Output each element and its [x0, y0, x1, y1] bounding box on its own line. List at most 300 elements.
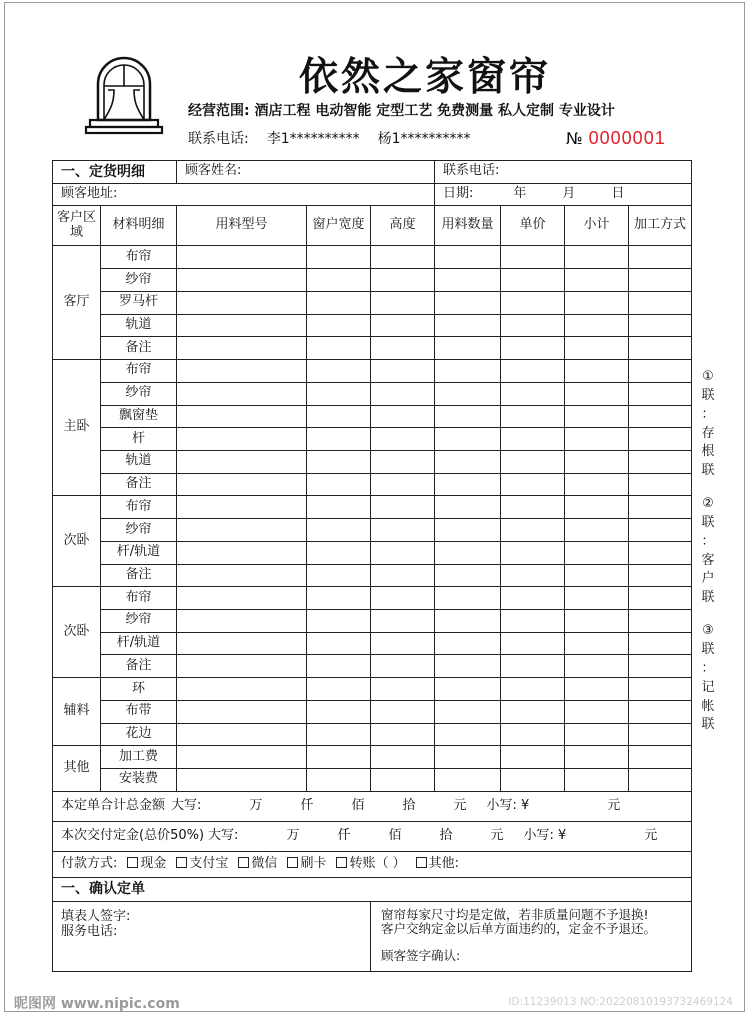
- shop-title: 依然之家窗帘: [298, 54, 551, 100]
- deposit-row: [53, 821, 692, 851]
- column-header: 客户区域: [53, 206, 101, 246]
- entry-cell[interactable]: [177, 519, 307, 542]
- entry-cell[interactable]: [565, 496, 629, 519]
- entry-cell[interactable]: [177, 269, 307, 292]
- entry-cell[interactable]: [501, 632, 565, 655]
- entry-cell[interactable]: [371, 541, 435, 564]
- payment-cell: [53, 851, 692, 877]
- entry-cell[interactable]: [501, 337, 565, 360]
- entry-cell[interactable]: [307, 246, 371, 269]
- entry-cell[interactable]: [307, 314, 371, 337]
- entry-cell[interactable]: [565, 246, 629, 269]
- entry-cell[interactable]: [177, 382, 307, 405]
- material-cell: 布带: [101, 700, 177, 723]
- entry-cell[interactable]: [501, 496, 565, 519]
- entry-cell[interactable]: [501, 246, 565, 269]
- material-cell: 布帘: [101, 496, 177, 519]
- entry-cell[interactable]: [307, 655, 371, 678]
- amount-text: 万: [249, 797, 263, 813]
- entry-cell[interactable]: [565, 564, 629, 587]
- table-row: [53, 314, 692, 337]
- entry-cell[interactable]: [501, 269, 565, 292]
- material-cell: 杆: [101, 428, 177, 451]
- entry-cell[interactable]: [177, 337, 307, 360]
- entry-cell[interactable]: [307, 723, 371, 746]
- entry-cell[interactable]: [565, 519, 629, 542]
- entry-cell[interactable]: [629, 360, 692, 383]
- entry-cell[interactable]: [371, 519, 435, 542]
- entry-cell[interactable]: [501, 519, 565, 542]
- entry-cell[interactable]: [307, 337, 371, 360]
- entry-cell[interactable]: [177, 450, 307, 473]
- amount-text: 仟: [337, 827, 351, 843]
- amount-text: 佰: [351, 797, 365, 813]
- entry-cell[interactable]: [177, 587, 307, 610]
- table-row: [53, 769, 692, 792]
- column-header: 用料数量: [435, 206, 501, 246]
- amount-text: 小写: ¥: [523, 827, 567, 843]
- table-row: [53, 519, 692, 542]
- window-logo-icon: [84, 50, 164, 138]
- amount-text: 元: [607, 797, 621, 813]
- entry-cell[interactable]: [307, 541, 371, 564]
- entry-cell[interactable]: [435, 678, 501, 701]
- column-header: 用料型号: [177, 206, 307, 246]
- customer-phone-label: 联系电话:: [443, 163, 500, 179]
- checkbox-icon[interactable]: [336, 857, 347, 868]
- staff-signature-cell[interactable]: [53, 901, 371, 971]
- material-cell: 轨道: [101, 314, 177, 337]
- entry-cell[interactable]: [501, 746, 565, 769]
- phone-li: 李1**********: [266, 131, 360, 147]
- entry-cell[interactable]: [565, 541, 629, 564]
- entry-cell[interactable]: [629, 496, 692, 519]
- entry-cell[interactable]: [501, 473, 565, 496]
- copy-label: ① 联 ： 存 根 联: [701, 369, 715, 479]
- material-cell: 杆/轨道: [101, 632, 177, 655]
- checkbox-icon[interactable]: [287, 857, 298, 868]
- entry-cell[interactable]: [307, 609, 371, 632]
- entry-cell[interactable]: [371, 314, 435, 337]
- entry-cell[interactable]: [177, 632, 307, 655]
- entry-cell[interactable]: [177, 723, 307, 746]
- entry-cell[interactable]: [307, 678, 371, 701]
- filler-sign-label: 填表人签字:: [61, 908, 131, 924]
- entry-cell[interactable]: [501, 609, 565, 632]
- payment-option-label: 转账（ ）: [349, 855, 406, 871]
- table-row: [53, 655, 692, 678]
- entry-cell[interactable]: [501, 564, 565, 587]
- entry-cell[interactable]: [629, 382, 692, 405]
- material-cell: 杆/轨道: [101, 541, 177, 564]
- material-cell: 安装费: [101, 769, 177, 792]
- entry-cell[interactable]: [307, 632, 371, 655]
- entry-cell[interactable]: [565, 700, 629, 723]
- entry-cell[interactable]: [629, 541, 692, 564]
- checkbox-icon[interactable]: [127, 857, 138, 868]
- payment-option-label: 微信: [251, 855, 278, 871]
- entry-cell[interactable]: [629, 609, 692, 632]
- payment-option[interactable]: [287, 857, 326, 872]
- entry-cell[interactable]: [629, 428, 692, 451]
- customer-address-field[interactable]: [53, 183, 435, 206]
- entry-cell[interactable]: [435, 519, 501, 542]
- table-row: [53, 291, 692, 314]
- payment-option[interactable]: [416, 857, 459, 872]
- table-row: [53, 632, 692, 655]
- total-amount-row-cell[interactable]: [53, 791, 692, 821]
- table-row: [53, 428, 692, 451]
- amount-text: 元: [644, 827, 658, 843]
- payment-option[interactable]: [127, 857, 166, 872]
- material-cell: 备注: [101, 473, 177, 496]
- entry-cell[interactable]: [629, 769, 692, 792]
- entry-cell[interactable]: [371, 428, 435, 451]
- entry-cell[interactable]: [371, 678, 435, 701]
- entry-cell[interactable]: [371, 291, 435, 314]
- entry-cell[interactable]: [307, 519, 371, 542]
- entry-cell[interactable]: [565, 723, 629, 746]
- entry-cell[interactable]: [371, 700, 435, 723]
- entry-cell[interactable]: [435, 291, 501, 314]
- table-row: [53, 723, 692, 746]
- serial-number: [566, 128, 666, 149]
- checkbox-icon[interactable]: [238, 857, 249, 868]
- material-cell: 罗马杆: [101, 291, 177, 314]
- entry-cell[interactable]: [371, 246, 435, 269]
- entry-cell[interactable]: [177, 655, 307, 678]
- entry-cell[interactable]: [629, 405, 692, 428]
- entry-cell[interactable]: [629, 655, 692, 678]
- entry-cell[interactable]: [565, 291, 629, 314]
- entry-cell[interactable]: [177, 496, 307, 519]
- entry-cell[interactable]: [501, 314, 565, 337]
- payment-option[interactable]: [336, 857, 405, 872]
- entry-cell[interactable]: [565, 269, 629, 292]
- entry-cell[interactable]: [371, 450, 435, 473]
- entry-cell[interactable]: [177, 360, 307, 383]
- entry-cell[interactable]: [307, 269, 371, 292]
- material-cell: 备注: [101, 655, 177, 678]
- entry-cell[interactable]: [435, 609, 501, 632]
- entry-cell[interactable]: [435, 428, 501, 451]
- entry-cell[interactable]: [307, 291, 371, 314]
- entry-cell[interactable]: [177, 746, 307, 769]
- material-cell: 花边: [101, 723, 177, 746]
- area-cell: 次卧: [53, 587, 101, 678]
- amount-text: 元: [490, 827, 504, 843]
- entry-cell[interactable]: [565, 337, 629, 360]
- amount-text: 大写:: [208, 827, 239, 843]
- entry-cell[interactable]: [565, 360, 629, 383]
- column-header: 单价: [501, 206, 565, 246]
- entry-cell[interactable]: [501, 382, 565, 405]
- entry-cell[interactable]: [565, 382, 629, 405]
- payment-row: [53, 851, 692, 877]
- entry-cell[interactable]: [371, 655, 435, 678]
- entry-cell[interactable]: [435, 769, 501, 792]
- table-row: [53, 587, 692, 610]
- watermark-id: ID:11239013 NO:20220810193732469124: [508, 996, 733, 1008]
- entry-cell[interactable]: [307, 405, 371, 428]
- entry-cell[interactable]: [629, 519, 692, 542]
- material-cell: 布帘: [101, 246, 177, 269]
- entry-cell[interactable]: [177, 246, 307, 269]
- entry-cell[interactable]: [565, 746, 629, 769]
- customer-sign-label: 顾客签字确认:: [381, 947, 461, 963]
- table-row: [53, 678, 692, 701]
- copy-labels: [699, 368, 717, 749]
- entry-cell[interactable]: [307, 473, 371, 496]
- table-row: [53, 360, 692, 383]
- contact-label: 联系电话:: [188, 131, 249, 147]
- material-cell: 环: [101, 678, 177, 701]
- entry-cell[interactable]: [371, 405, 435, 428]
- amount-text: 拾: [402, 797, 416, 813]
- material-cell: 纱帘: [101, 382, 177, 405]
- table-row: [53, 405, 692, 428]
- entry-cell[interactable]: [501, 587, 565, 610]
- entry-cell[interactable]: [435, 450, 501, 473]
- entry-cell[interactable]: [565, 678, 629, 701]
- material-cell: 备注: [101, 337, 177, 360]
- table-row: [53, 496, 692, 519]
- entry-cell[interactable]: [435, 314, 501, 337]
- entry-cell[interactable]: [307, 428, 371, 451]
- material-cell: 加工费: [101, 746, 177, 769]
- payment-option[interactable]: [238, 857, 277, 872]
- amount-text: 拾: [439, 827, 453, 843]
- entry-cell[interactable]: [177, 564, 307, 587]
- entry-cell[interactable]: [629, 473, 692, 496]
- material-cell: 备注: [101, 564, 177, 587]
- date-month: 月: [562, 186, 576, 202]
- entry-cell[interactable]: [177, 314, 307, 337]
- column-header-row: [53, 206, 692, 246]
- notice-cell[interactable]: [371, 901, 692, 971]
- entry-cell[interactable]: [371, 723, 435, 746]
- entry-cell[interactable]: [501, 678, 565, 701]
- entry-cell[interactable]: [501, 700, 565, 723]
- entry-cell[interactable]: [307, 450, 371, 473]
- payment-option-label: 其他:: [428, 855, 459, 871]
- table-row: [53, 246, 692, 269]
- checkbox-icon[interactable]: [416, 857, 427, 868]
- entry-cell[interactable]: [435, 700, 501, 723]
- column-header: 小计: [565, 206, 629, 246]
- entry-cell[interactable]: [565, 655, 629, 678]
- entry-cell[interactable]: [177, 609, 307, 632]
- area-cell: 次卧: [53, 496, 101, 587]
- entry-cell[interactable]: [435, 632, 501, 655]
- entry-cell[interactable]: [435, 564, 501, 587]
- entry-cell[interactable]: [371, 360, 435, 383]
- entry-cell[interactable]: [565, 450, 629, 473]
- entry-cell[interactable]: [307, 564, 371, 587]
- entry-cell[interactable]: [629, 564, 692, 587]
- customer-phone-field[interactable]: [435, 161, 692, 184]
- entry-cell[interactable]: [565, 314, 629, 337]
- entry-cell[interactable]: [177, 541, 307, 564]
- notice-line: 客户交纳定金以后单方面违约的，定金不予退还。: [381, 921, 657, 937]
- entry-cell[interactable]: [629, 314, 692, 337]
- total-amount-row: [53, 791, 692, 821]
- amount-text: 本定单合计总金额: [61, 797, 166, 813]
- copy-label: ③ 联 ： 记 帐 联: [701, 623, 715, 733]
- entry-cell[interactable]: [501, 428, 565, 451]
- entry-cell[interactable]: [435, 746, 501, 769]
- customer-name-field[interactable]: [177, 161, 435, 184]
- material-cell: 飘窗垫: [101, 405, 177, 428]
- column-header: 窗户宽度: [307, 206, 371, 246]
- entry-cell[interactable]: [629, 678, 692, 701]
- column-header: 高度: [371, 206, 435, 246]
- deposit-row-cell[interactable]: [53, 821, 692, 851]
- entry-cell[interactable]: [501, 769, 565, 792]
- amount-text: 小写: ¥: [486, 797, 530, 813]
- entry-cell[interactable]: [501, 405, 565, 428]
- entry-cell[interactable]: [565, 587, 629, 610]
- entry-cell[interactable]: [435, 655, 501, 678]
- table-row: [53, 609, 692, 632]
- copy-label: ② 联 ： 客 户 联: [701, 496, 715, 606]
- entry-cell[interactable]: [371, 382, 435, 405]
- confirm-section-title: 一、确认定单: [53, 877, 692, 901]
- material-cell: 纱帘: [101, 609, 177, 632]
- entry-cell[interactable]: [501, 291, 565, 314]
- entry-cell[interactable]: [371, 337, 435, 360]
- entry-cell[interactable]: [435, 382, 501, 405]
- table-row: [53, 700, 692, 723]
- entry-cell[interactable]: [501, 655, 565, 678]
- serial-value: 0000001: [588, 128, 666, 148]
- material-cell: 纱帘: [101, 269, 177, 292]
- table-row: [53, 450, 692, 473]
- entry-cell[interactable]: [371, 609, 435, 632]
- entry-cell[interactable]: [371, 496, 435, 519]
- entry-cell[interactable]: [307, 700, 371, 723]
- table-row: [53, 746, 692, 769]
- entry-cell[interactable]: [629, 723, 692, 746]
- entry-cell[interactable]: [371, 769, 435, 792]
- entry-cell[interactable]: [565, 769, 629, 792]
- payment-option-label: 刷卡: [300, 855, 327, 871]
- entry-cell[interactable]: [177, 428, 307, 451]
- amount-text: 佰: [388, 827, 402, 843]
- entry-cell[interactable]: [177, 291, 307, 314]
- entry-cell[interactable]: [177, 700, 307, 723]
- order-section-title: 一、定货明细: [53, 161, 177, 184]
- entry-cell[interactable]: [307, 769, 371, 792]
- entry-cell[interactable]: [371, 746, 435, 769]
- entry-cell[interactable]: [629, 269, 692, 292]
- checkbox-icon[interactable]: [176, 857, 187, 868]
- entry-cell[interactable]: [307, 746, 371, 769]
- order-form-table: [52, 160, 692, 972]
- entry-cell[interactable]: [629, 632, 692, 655]
- entry-cell[interactable]: [371, 564, 435, 587]
- entry-cell[interactable]: [371, 587, 435, 610]
- order-date-field[interactable]: [435, 183, 692, 206]
- entry-cell[interactable]: [565, 405, 629, 428]
- entry-cell[interactable]: [435, 496, 501, 519]
- entry-cell[interactable]: [501, 360, 565, 383]
- entry-cell[interactable]: [371, 269, 435, 292]
- entry-cell[interactable]: [629, 246, 692, 269]
- phone-yang: 杨1**********: [377, 131, 471, 147]
- signature-row: [53, 901, 692, 971]
- entry-cell[interactable]: [435, 541, 501, 564]
- area-cell: 辅料: [53, 678, 101, 746]
- entry-cell[interactable]: [435, 587, 501, 610]
- entry-cell[interactable]: [565, 473, 629, 496]
- entry-cell[interactable]: [435, 360, 501, 383]
- entry-cell[interactable]: [629, 337, 692, 360]
- entry-cell[interactable]: [435, 337, 501, 360]
- table-row: [53, 382, 692, 405]
- entry-cell[interactable]: [307, 382, 371, 405]
- entry-cell[interactable]: [307, 587, 371, 610]
- material-cell: 布帘: [101, 360, 177, 383]
- entry-cell[interactable]: [435, 723, 501, 746]
- customer-name-label: 顾客姓名:: [185, 163, 242, 179]
- date-day: 日: [611, 186, 625, 202]
- entry-cell[interactable]: [435, 405, 501, 428]
- entry-cell[interactable]: [307, 496, 371, 519]
- entry-cell[interactable]: [307, 360, 371, 383]
- entry-cell[interactable]: [501, 450, 565, 473]
- amount-text: 大写:: [171, 797, 202, 813]
- amount-text: 仟: [300, 797, 314, 813]
- confirm-title-row: [53, 877, 692, 901]
- table-row: [53, 337, 692, 360]
- notice-line: 窗帘每家尺寸均是定做，若非质量问题不予退换!: [381, 906, 649, 922]
- entry-cell[interactable]: [177, 678, 307, 701]
- contact-line: [188, 128, 489, 148]
- customer-address-label: 顾客地址:: [61, 186, 118, 202]
- entry-cell[interactable]: [501, 723, 565, 746]
- entry-cell[interactable]: [629, 587, 692, 610]
- date-year: 年: [513, 186, 527, 202]
- table-row: [53, 269, 692, 292]
- entry-cell[interactable]: [629, 291, 692, 314]
- amount-text: 元: [453, 797, 467, 813]
- entry-cell[interactable]: [629, 700, 692, 723]
- entry-cell[interactable]: [371, 632, 435, 655]
- watermark-brand: 昵图网 www.nipic.com: [14, 996, 180, 1012]
- payment-option-label: 现金: [140, 855, 167, 871]
- entry-cell[interactable]: [565, 609, 629, 632]
- entry-cell[interactable]: [501, 541, 565, 564]
- entry-cell[interactable]: [435, 473, 501, 496]
- entry-cell[interactable]: [177, 473, 307, 496]
- date-label: 日期:: [443, 186, 474, 202]
- area-cell: 主卧: [53, 360, 101, 496]
- entry-cell[interactable]: [435, 246, 501, 269]
- entry-cell[interactable]: [565, 632, 629, 655]
- column-header: 材料明细: [101, 206, 177, 246]
- payment-option[interactable]: [176, 857, 228, 872]
- entry-cell[interactable]: [435, 269, 501, 292]
- entry-cell[interactable]: [371, 473, 435, 496]
- entry-cell[interactable]: [629, 450, 692, 473]
- entry-cell[interactable]: [629, 746, 692, 769]
- entry-cell[interactable]: [565, 428, 629, 451]
- service-phone-label: 服务电话:: [61, 923, 118, 939]
- entry-cell[interactable]: [177, 769, 307, 792]
- entry-cell[interactable]: [177, 405, 307, 428]
- area-cell: 客厅: [53, 246, 101, 360]
